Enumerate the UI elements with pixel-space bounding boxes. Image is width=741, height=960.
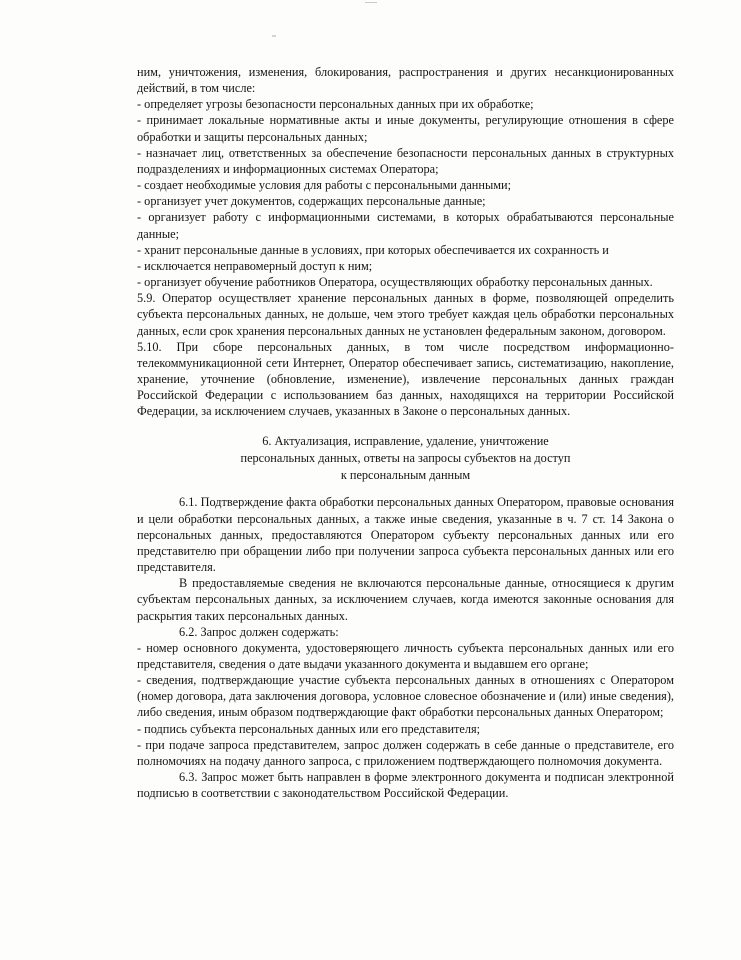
list-item: - определяет угрозы безопасности персональных данных при их обработке;: [137, 97, 534, 112]
list-item: - номер основного документа, удостоверяющего личность субъекта персональных данных или его представителя, сведения о дате выдачи указанного документа и выдавшем его органе;: [137, 640, 674, 671]
document-body: [137, 64, 674, 801]
paragraph-6-1: 6.1. Подтверждение факта обработки персональных данных Оператором, правовые основания и цели обработки персональных данных, а также иные сведения, указанные в ч. 7 ст. 14 Закона о персональных данных, предоставляются Оператором субъекту персональных данных или его представителю при обращении либо при получении запроса субъекта персональных данных или его представителя.: [137, 495, 674, 575]
list-item: - принимает локальные нормативные акты и иные документы, регулирующие отношения в сфере обработки и защиты персональных данных;: [137, 113, 674, 144]
heading-line: персональных данных, ответы на запросы субъектов на доступ: [240, 451, 571, 466]
list-item: - сведения, подтверждающие участие субъекта персональных данных в отношениях с Оператором (номер договора, дата заключения договора, условное словесное обозначение и (или) иные сведения), либо сведения, иным образом подтверждающие факт обработки персональных данных Оператором;: [137, 673, 674, 720]
list-item: - хранит персональные данные в условиях, при которых обеспечивается их сохранность и: [137, 242, 609, 257]
heading-line: 6. Актуализация, исправление, удаление, уничтожение: [262, 434, 549, 449]
scan-artifact: [365, 2, 377, 3]
paragraph-5-10: 5.10. При сборе персональных данных, в том числе посредством информационно-телекоммуникационной сети Интернет, Оператор обеспечивает запись, систематизацию, накопление, хранение, уточнение (обновление, изменение), извлечение персональных данных граждан Российской Федерации с использованием баз данных, находящихся на территории Российской Федерации, за исключением случаев, указанных в Законе о персональных данных.: [137, 339, 674, 419]
list-item: - организует учет документов, содержащих персональные данные;: [137, 194, 486, 209]
paragraph-6-2: 6.2. Запрос должен содержать:: [179, 624, 339, 639]
heading-line: к персональным данным: [340, 468, 471, 483]
paragraph: В предоставляемые сведения не включаются персональные данные, относящиеся к другим субъектам персональных данных, за исключением случаев, когда имеются законные основания для раскрытия таких персональных данных.: [137, 576, 674, 623]
list-item: - подпись субъекта персональных данных или его представителя;: [137, 721, 481, 736]
list-item: - при подаче запроса представителем, запрос должен содержать в себе данные о представителе, его полномочиях на подачу данного запроса, с приложением подтверждающего полномочия документа.: [137, 737, 674, 768]
list-item: - исключается неправомерный доступ к ним;: [137, 258, 373, 273]
list-item: - организует обучение работников Оператора, осуществляющих обработку персональных данных.: [137, 275, 653, 290]
list-item: - организует работу с информационными системами, в которых обрабатываются персональные данные;: [137, 210, 674, 241]
paragraph-5-9: 5.9. Оператор осуществляет хранение персональных данных в форме, позволяющей определить субъекта персональных данных, не дольше, чем этого требует каждая цель обработки персональных данных, если срок хранения персональных данных не установлен федеральным законом, договором.: [137, 291, 674, 338]
paragraph-6-3: 6.3. Запрос может быть направлен в форме электронного документа и подписан электронной подписью в соответствии с законодательством Российской Федерации.: [137, 770, 674, 801]
scan-artifact: [272, 35, 276, 37]
list-item: - создает необходимые условия для работы с персональными данными;: [137, 178, 511, 193]
list-item: - назначает лиц, ответственных за обеспечение безопасности персональных данных в структурных подразделениях и информационных системах Оператора;: [137, 145, 674, 176]
paragraph: ним, уничтожения, изменения, блокирования, распространения и других несанкционированных действий, в том числе:: [137, 65, 674, 96]
section-heading: [137, 433, 674, 484]
